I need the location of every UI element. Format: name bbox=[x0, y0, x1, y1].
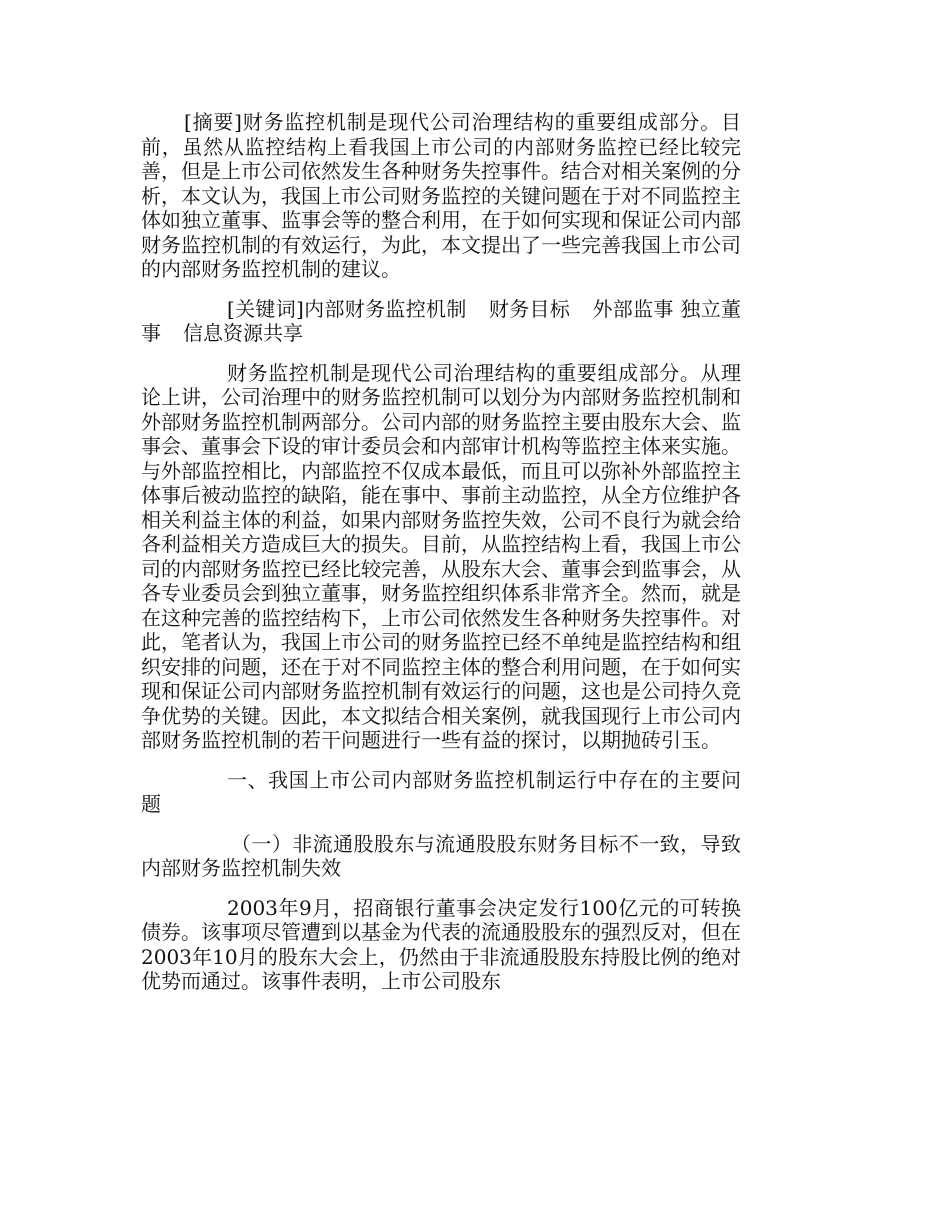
document-page bbox=[141, 110, 741, 1009]
keyword-item: 财务目标 bbox=[488, 296, 571, 321]
abstract-paragraph bbox=[141, 110, 741, 282]
abstract-text: 财务监控机制是现代公司治理结构的重要组成部分。目前，虽然从监控结构上看我国上市公司的内部财务监控已经比较完善，但是上市公司依然发生各种财务失控事件。结合对相关案例的分析，本文认为，我国上市公司财务监控的关键问题在于对不同监控主体如独立董事、监事会等的整合利用，在于如何实现和保证公司内部财务监控机制的有效运行，为此，本文提出了一些完善我国上市公司的内部财务监控机制的建议。 bbox=[141, 110, 741, 281]
section-heading: 一、我国上市公司内部财务监控机制运行中存在的主要问题 bbox=[141, 767, 741, 816]
case-paragraph: 2003年9月，招商银行董事会决定发行100亿元的可转换债券。该事项尽管遭到以基金为代表的流通股股东的强烈反对，但在2003年10月的股东大会上，仍然由于非流通股股东持股比例的绝对优势而通过。该事件表明，上市公司股东 bbox=[141, 895, 741, 993]
keywords-paragraph bbox=[141, 297, 741, 346]
subsection-heading: （一）非流通股股东与流通股股东财务目标不一致，导致内部财务监控机制失效 bbox=[141, 831, 741, 880]
keyword-item: 内部财务监控机制 bbox=[303, 296, 467, 321]
keyword-item: 独立董事 bbox=[141, 296, 742, 345]
intro-paragraph: 财务监控机制是现代公司治理结构的重要组成部分。从理论上讲，公司治理中的财务监控机制可以划分为内部财务监控机制和外部财务监控机制两部分。公司内部的财务监控主要由股东大会、监事会、董事会下设的审计委员会和内部审计机构等监控主体来实施。与外部监控相比，内部监控不仅成本最低，而且可以弥补外部监控主体事后被动监控的缺陷，能在事中、事前主动监控，从全方位维护各相关利益主体的利益，如果内部财务监控失效，公司不良行为就会给各利益相关方造成巨大的损失。目前，从监控结构上看，我国上市公司的内部财务监控已经比较完善，从股东大会、董事会到监事会，从各专业委员会到独立董事，财务监控组织体系非常齐全。然而，就是在这种完善的监控结构下，上市公司依然发生各种财务失控事件。对此，笔者认为，我国上市公司的财务监控已经不单纯是监控结构和组织安排的问题，还在于对不同监控主体的整合利用问题，在于如何实现和保证公司内部财务监控机制有效运行的问题，这也是公司持久竞争优势的关键。因此，本文拟结合相关案例，就我国现行上市公司内部财务监控机制的若干问题进行一些有益的探讨，以期抛砖引玉。 bbox=[141, 360, 741, 752]
abstract-label: [摘要] bbox=[184, 110, 242, 134]
keyword-item: 外部监事 bbox=[592, 296, 674, 321]
keywords-label: [关键词] bbox=[227, 296, 304, 321]
keyword-item: 信息资源共享 bbox=[183, 321, 303, 345]
